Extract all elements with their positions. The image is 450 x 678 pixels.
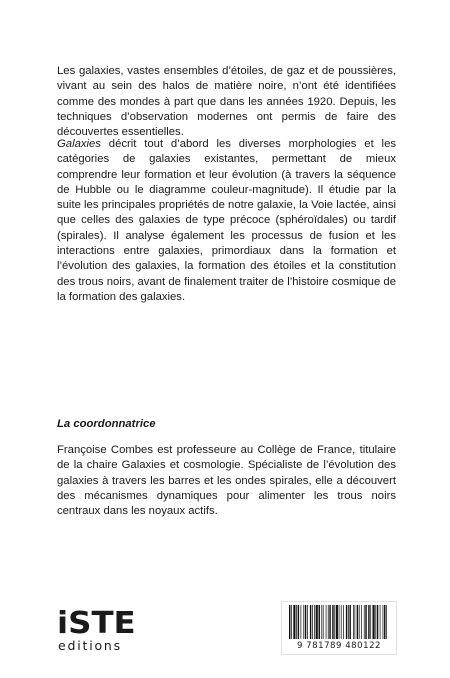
barcode-bar: [373, 605, 375, 639]
barcode-bar: [310, 605, 311, 639]
barcode-bar: [328, 605, 329, 639]
barcode-bar: [336, 605, 338, 639]
barcode-bar: [364, 605, 365, 639]
barcode-bars: [288, 605, 390, 641]
barcode-bar: [312, 605, 313, 639]
barcode-bar: [349, 605, 350, 639]
barcode-bar: [326, 605, 327, 639]
barcode-bar: [339, 605, 340, 639]
barcode-bar: [380, 605, 381, 639]
barcode-bar: [346, 605, 347, 639]
book-title-italic: Galaxies: [57, 138, 101, 150]
logo-wordmark: iSTE: [57, 606, 136, 641]
barcode-bar: [341, 605, 342, 639]
publisher-logo: [57, 606, 147, 653]
barcode-bar: [357, 605, 358, 639]
barcode-bar: [334, 605, 335, 639]
barcode-bar: [293, 605, 295, 639]
barcode-bar: [319, 605, 320, 639]
barcode-bar: [291, 605, 292, 639]
barcode-bar: [377, 605, 378, 639]
barcode-bar: [343, 605, 344, 639]
barcode-bar: [323, 605, 324, 639]
barcode-bar: [359, 605, 360, 639]
barcode-bar: [296, 605, 297, 639]
coordinator-heading: La coordonnatrice: [57, 418, 156, 430]
description-paragraph: [57, 137, 396, 305]
barcode-bar: [386, 605, 387, 639]
barcode-number: 9 781789 480122: [296, 641, 382, 651]
barcode-bar: [384, 605, 385, 639]
barcode-bar: [370, 605, 371, 639]
barcode-bar: [365, 605, 366, 639]
logo-subtitle: editions: [58, 638, 122, 653]
barcode-bar: [329, 605, 330, 639]
barcode-bar: [307, 605, 308, 639]
coordinator-bio-text: Françoise Combes est professeure au Collège de France, titulaire de la chaire Galaxies et cosmologie. Spécialiste de l’évolution des galaxies à travers les barres et les ondes spirales, elle a découvert des mécanismes dynamiques pour alimenter les trous noirs centraux dans les noyaux actifs.: [57, 444, 396, 518]
barcode-bar: [361, 605, 362, 639]
barcode-bar: [353, 605, 354, 639]
barcode-bar: [383, 605, 384, 639]
barcode-bar: [303, 605, 304, 639]
barcode-bar: [305, 605, 306, 639]
barcode-bar: [348, 605, 349, 639]
barcode-bar: [301, 605, 302, 639]
barcode: [281, 601, 397, 655]
barcode-bar: [316, 605, 318, 639]
description-text: décrit tout d’abord les diverses morphologies et les catégories de galaxies existantes, permettant de mieux comprendre leur formation et leur évolution (à travers la séquence de Hubble ou le diagramme couleur-magnitude). Il étudie par la suite les principales propriétés de notre galaxie, la Voie lactée, ainsi que celles des galaxies de type précoce (sphéroïdales) ou tardif (spirales). Il analyse également les processus de fusion et les interactions entre galaxies, primordiaux dans la formation et l’évolution des galaxies, la formation des étoiles et la constitution des trous noirs, avant de finalement traiter de l’histoire cosmique de la formation des galaxies.: [57, 138, 396, 303]
barcode-bar: [298, 605, 299, 639]
intro-text: Les galaxies, vastes ensembles d’étoiles, de gaz et de poussières, vivant au sein des halos de matière noire, n’ont été identifiées comme des mondes à part que dans les années 1920. Depuis, les techniques d’observation modernes ont permis de faire des découvertes essentielles.: [57, 65, 396, 139]
coordinator-bio: [57, 443, 396, 519]
barcode-bar: [332, 605, 333, 639]
barcode-bar: [355, 605, 356, 639]
barcode-bar: [289, 605, 290, 639]
intro-paragraph: [57, 64, 396, 140]
barcode-bar: [375, 605, 376, 639]
barcode-bar: [314, 605, 315, 639]
barcode-bar: [321, 605, 322, 639]
barcode-bar: [368, 605, 369, 639]
